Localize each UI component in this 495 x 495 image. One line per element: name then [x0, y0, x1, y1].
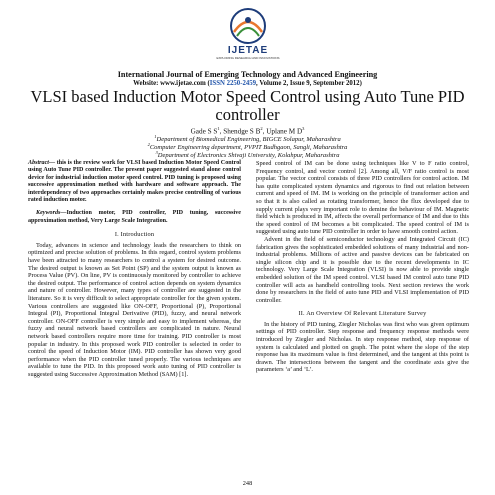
section-heading-introduction: I. Introduction: [114, 231, 155, 239]
paragraph: In the history of PID tuning, Ziegler Nicholas was first who was given optimum settings of PID controller. Step response and frequency response methods were introduced by Ziegler and Nicholas. In step response method, step response of system is calculated and plotted on graph. The point where the slope of the step response has its maximum value is first determined, and the tangent at this point is drawn. The intersections between the tangent and the coordinate axis give the parameters ‘a’ and ‘L’.: [256, 320, 469, 374]
author-2-sup: 2: [260, 126, 263, 131]
logo-name: IJETAE: [227, 45, 269, 56]
right-column: [256, 160, 469, 374]
website-prefix: Website: www.ijetae.com (: [133, 80, 210, 87]
author-1: Gade S S: [190, 127, 218, 136]
abstract-body: this is the review work for VLSI based Induction Motor Speed Control using Auto Tune PID controller. The present paper suggested stand alone control device for industrial induction motor speed control. PID tuning is proposed using successive approximation method with hardware and software approach. The interdependency of two approaches certainly makes precise controlling of various rated induction motor.: [28, 160, 241, 204]
issn-link[interactable]: ISSN 2250-2459: [209, 80, 257, 87]
author-3-sup: 3: [302, 126, 305, 131]
keywords-lead: Keywords—: [36, 210, 67, 217]
page-number: 248: [242, 480, 253, 487]
paragraph: Speed control of IM can be done using techniques like V to F ratio control, Frequency control, and vector control [2]. Among all, V/F ratio control is most popular. The vector control consists of three PID controllers for control action. IM has quite complicated system dynamics and rigorous to find out relation between current and speed of IM. IM is working on the principle of transformer action and so that it is also called as rotating transformer, hence the flux developed due to supply current plays very important role to demine the behaviour of IM. Magnetic field which is produced in IM, affects the overall performance of IM and due to this the speed control of IM becomes a bit complicated. The speed control of IM is suggested using auto tune PID controller in order to have smooth control action.: [256, 160, 469, 236]
author-3: , Uplane M D: [262, 127, 303, 136]
abstract-lead: Abstract—: [28, 160, 56, 166]
logo-tagline: EXPLORING RESEARCH AND INNOVATIONS: [216, 56, 280, 60]
section-heading-literature-survey: II. An Overview Of Relevant Literature Survey: [298, 310, 427, 318]
paper-title: VLSI based Induction Motor Speed Control using Auto Tune PID controller: [30, 87, 465, 124]
keywords: [28, 210, 241, 225]
journal-name: International Journal of Emerging Technology and Advanced Engineering: [117, 70, 378, 79]
keywords-body: Induction motor, PID controller, PID tuning, successive approximation method, Very Large Scale Integration.: [28, 210, 241, 224]
paragraph: Advent in the field of semiconductor technology and Integrated Circuit (IC) fabrication gives the sophisticated embedded solutions of many industrial and non-industrial problems. Millions of active and passive devices can be fabricated on single silicon chip and it is possible due to the recent developments in IC technology. Very Large Scale Integration (VLSI) is now able to provide single embedded solution of the IM speed control. VLSI based IM control auto tune PID controller will acts as handheld controlling tools. Next section reviews the work done by researchers in the field of auto tune PID and VLSI implementation of PID controller.: [256, 235, 469, 304]
author-1-sup: 1: [217, 126, 220, 131]
affiliation-3: $^3$Department of Electronics Shivaji University, Kolahpur, Maharashtra: [155, 150, 340, 160]
ijetae-emblem-icon: [228, 6, 268, 46]
affiliation-2: $^2$Computer Engineering department, PVPIT Budhgaon, Sangli, Maharashtra: [147, 142, 348, 152]
abstract: [28, 160, 241, 204]
author-2: , Shendge S B: [219, 127, 261, 136]
paragraph: Today, advances in science and technology leads the researchers to think on optimized and precise solution of problems. In this regard, control system problems have been attracted to many researchers to control a system for desired outcome. The desired output is known as Set Point (SP) and the system output is known as Process Value (PV). On line, PV is continuously monitored by controller to achieve the desired output. The performance of control action depends on system dynamics and nature of controller. However, many types of controller are suggested in the literature. So it is very difficult to select appropriate controller for the given system. Various controllers are suggested like ON-OFF, Proportional (P), Proportional Integral (PI), Proportional Integral Derivative (PID), fuzzy, and neural network controller. ON-OFF controller is very simple and easy to implement whereas, the fuzzy and neural network based controllers are complicated in nature. Neural network based controllers require more time for training. PID controller is most popular in industry. In this proposed work PID controller is selected in order to control the speed of Induction Motor (IM). PID controller has shown very good performance when the PID controller tuned properly. The various techniques are available to tune the PID. In this proposed work auto tuning of PID controller is suggested using Successive Approximation Method (SAM) [1].: [28, 241, 241, 378]
website-suffix: , Volume 2, Issue 9, September 2012): [256, 80, 362, 87]
left-column: [28, 160, 241, 379]
affiliation-1: $^1$Department of Biomedical Engineering, BIGCE Solapur, Maharashtra: [154, 134, 341, 144]
journal-logo: [213, 6, 283, 68]
